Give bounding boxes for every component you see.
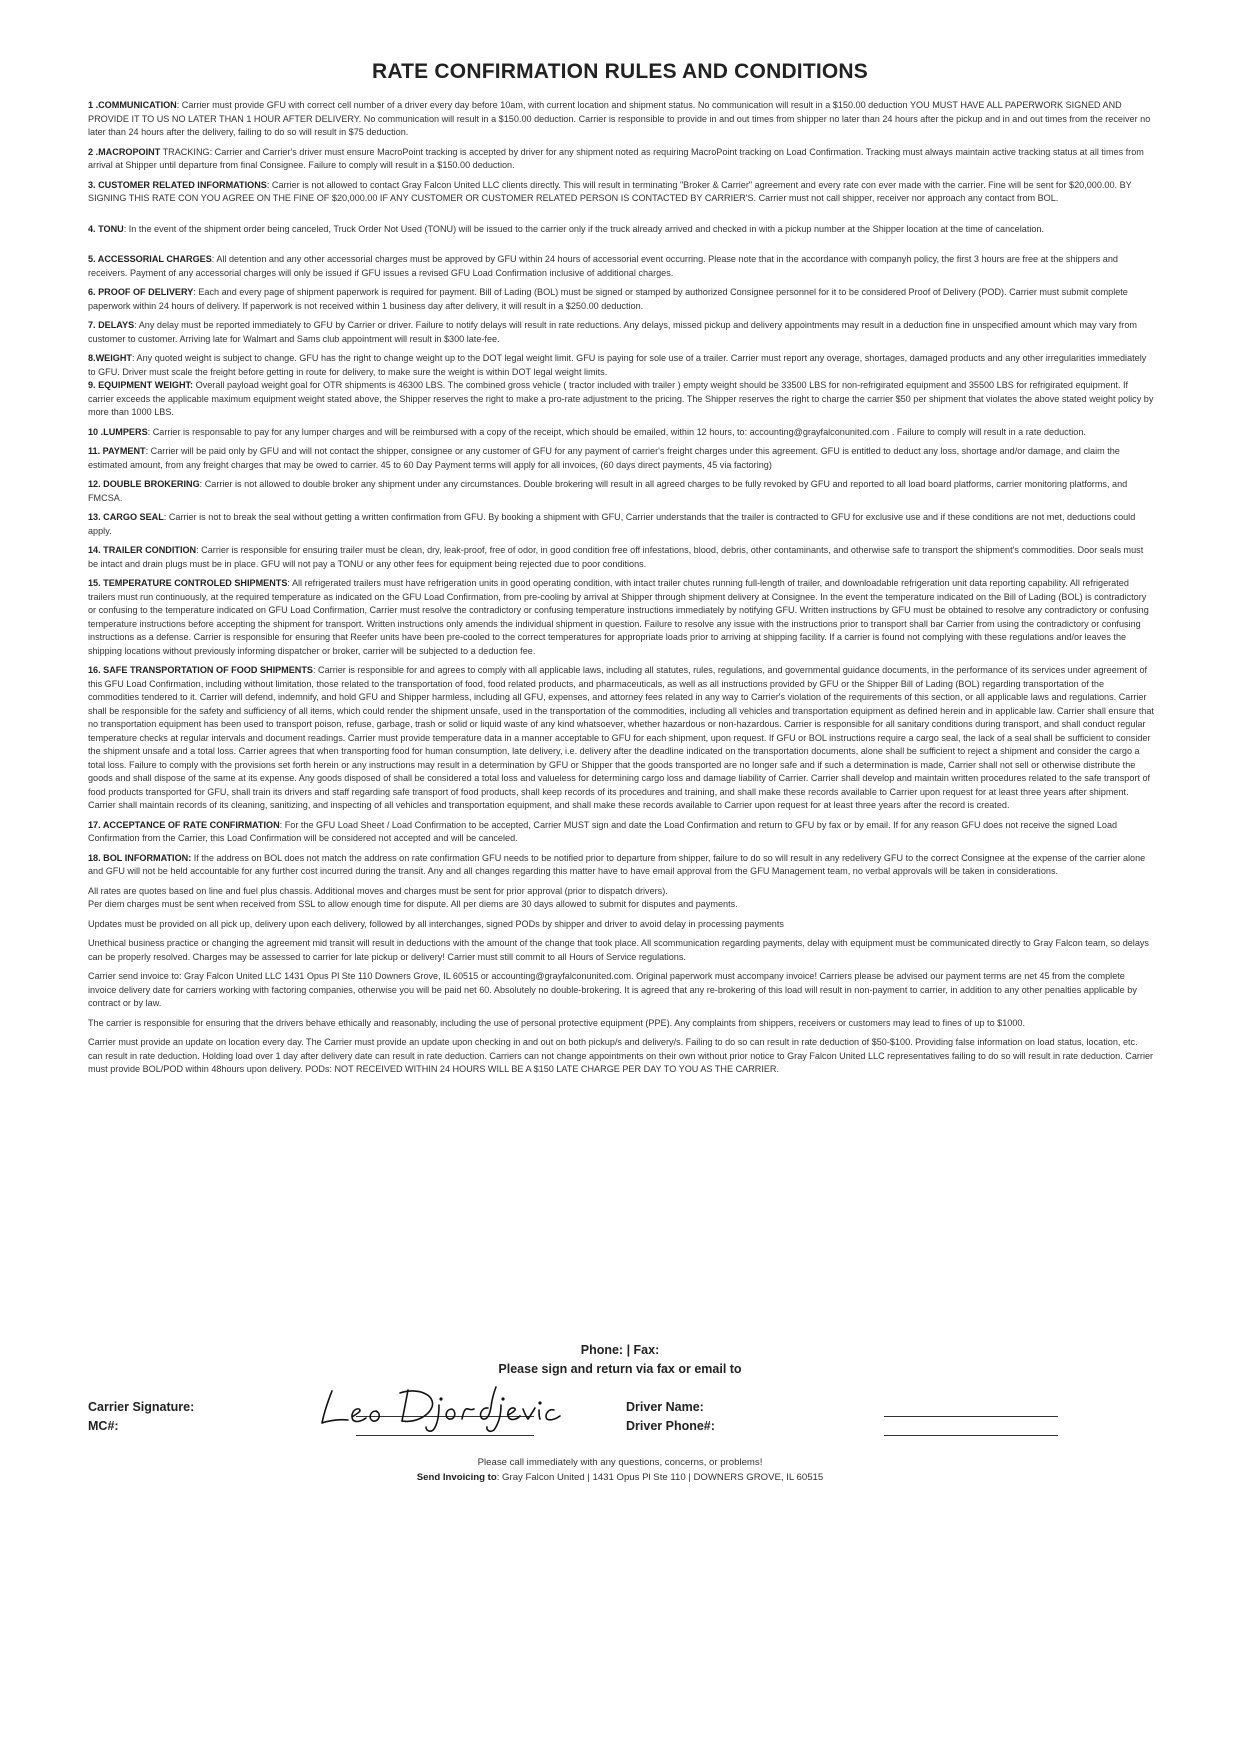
condition-label: 16. SAFE TRANSPORTATION OF FOOD SHIPMENTS xyxy=(88,665,313,675)
condition-label: 18. BOL INFORMATION: xyxy=(88,852,192,863)
page-title: RATE CONFIRMATION RULES AND CONDITIONS xyxy=(371,60,869,83)
condition-text: Overall payload weight goal for OTR shipments is 46300 LBS. The combined gross vehicle ( tractor included with trailer ) empty weight should be 33500 LBS for non-refrigirated equipment and 35500 LBS for refrigirated equipment. If carrier exceeds the applicable maximum equipment weight stated above, the Shipper reserves the right to make a pro-rate adjustment to the pricing. The Shipper reserves the right to charge the carrier $50 per shipment that violates the above stated weight policy by more than 1000 LBS. xyxy=(88,380,1154,417)
condition-label: 14. TRAILER CONDITION xyxy=(88,545,197,555)
invoice-address: : Gray Falcon United | 1431 Opus Pl Ste 110 | DOWNERS GROVE, IL 60515 xyxy=(496,1472,824,1483)
condition-label: 7. DELAYS xyxy=(88,320,135,330)
driver-name-line[interactable] xyxy=(884,1416,1058,1417)
condition-text: : Carrier is not allowed to double broker any shipment under any circumstances. Double brokering will result in all agreed charges to be fully revoked by GFU and reported to all load board platforms, carrier monitoring platforms, and FMCSA. xyxy=(88,479,1128,503)
condition-text: : In the event of the shipment order being canceled, Truck Order Not Used (TONU) will be issued to the carrier only if the truck already arrived and checked in with a pickup number at the Shipper location at the time of cancelation. xyxy=(123,223,1045,234)
condition-paragraph xyxy=(88,819,1154,846)
condition-paragraph xyxy=(88,970,1154,1011)
condition-text: The carrier is responsible for ensuring that the drivers behave ethically and reasonably, including the use of personal protective equipment (PPE). Any complaints from shippers, receivers or customers may lead to fines of up to $1000. xyxy=(88,1017,1025,1028)
condition-paragraph xyxy=(88,179,1154,206)
condition-paragraph xyxy=(88,885,1154,899)
footer-invoice-line xyxy=(0,1472,1240,1483)
condition-text: : Any delay must be reported immediately to GFU by Carrier or driver. Failure to notify delays will result in rate reductions. Any delays, missed pickup and delivery appointments may result in a deduction fine in unspecified amount which may vary from customer to customer. Arriving late for Walmart and Sams club appointment will result in $300 late-fee. xyxy=(88,320,1137,344)
condition-label: 12. DOUBLE BROKERING xyxy=(88,479,200,489)
condition-label: 15. TEMPERATURE CONTROLED SHIPMENTS xyxy=(88,578,288,588)
condition-text: Carrier send invoice to: Gray Falcon United LLC 1431 Opus Pl Ste 110 Downers Grove, IL 60515 or accounting@grayfalconunited.com. Original paperwork must accompany invoice! Carriers please be advised our payment terms are net 45 from the complete invoice delivery date for carriers working with factoring companies, otherwise you will be paid net 60. Absolutely no double-brokering. It is agreed that any re-brokering of this load will result in non-payment to carrier, in addition to any other penalties applicable by contract or by law. xyxy=(88,971,1137,1008)
condition-text: Per diem charges must be sent when received from SSL to allow enough time for dispute. All per diems are 30 days allowed to submit for disputes and payments. xyxy=(88,899,738,909)
invoice-label: Send Invoicing to xyxy=(416,1472,497,1483)
condition-text: : Carrier is not to break the seal without getting a written confirmation from GFU. By booking a shipment with GFU, Carrier understands that the trailer is contracted to GFU for exclusive use and if these conditions are not met, deductions could apply. xyxy=(88,512,1136,536)
condition-label: 1 .COMMUNICATION xyxy=(88,100,177,110)
condition-paragraph xyxy=(88,664,1154,813)
contact-line: Phone: | Fax: xyxy=(580,1343,660,1357)
condition-text: : Carrier is responsable to pay for any lumper charges and will be reimbursed with a copy of the receipt, which should be emailed, within 12 hours, to: accounting@grayfalconunited.com . Failure to comply will result in a rate deduction. xyxy=(147,426,1086,437)
carrier-signature xyxy=(318,1383,568,1433)
condition-paragraph xyxy=(88,223,1154,237)
condition-paragraph xyxy=(88,445,1154,472)
condition-label: 13. CARGO SEAL xyxy=(88,512,164,522)
condition-paragraph xyxy=(88,1036,1154,1077)
condition-label: 10 .LUMPERS xyxy=(88,426,148,437)
mc-label: MC#: xyxy=(88,1419,119,1433)
condition-label: 11. PAYMENT xyxy=(88,446,146,456)
condition-text: : Any quoted weight is subject to change. GFU has the right to change weight up to the DOT legal weight limit. GFU is paying for sole use of a trailer. Carrier must report any overage, shortages, damaged products and any other irregularities immediately to GFU. Driver must scale the freight before getting in route for delivery, to make sure the weight is within DOT legal weight limits. xyxy=(88,353,1147,377)
condition-text: Unethical business practice or changing the agreement mid transit will result in deductions with the amount of the change that took place. All scommunication regarding payments, delay with equipment must be communicated directly to Gray Falcon team, so delays can be properly resolved. Charges may be assessed to carrier for late pickup or delivery! Carrier must still commit to all Hours of Service regulations. xyxy=(88,938,1149,962)
condition-paragraph xyxy=(88,286,1154,313)
condition-text: All rates are quotes based on line and fuel plus chassis. Additional moves and charges must be sent for prior approval (prior to dispatch drivers). xyxy=(88,885,668,896)
condition-paragraph xyxy=(88,544,1154,571)
handwritten-signature-image xyxy=(318,1383,568,1433)
mc-number-line[interactable] xyxy=(356,1435,534,1436)
condition-paragraph xyxy=(88,426,1154,440)
condition-text: : Carrier is responsible for ensuring trailer must be clean, dry, leak-proof, free of odor, in good condition free off infestations, blood, debris, other contaminants, and otherwise safe to transport the shipment's commodities. Door seals must be intact and drain plugs must be in place. GFU will not pay a TONU or any other fees for equipment being rejected due to poor conditions. xyxy=(88,545,1144,569)
condition-text: Carrier must provide an update on location every day. The Carrier must provide an update upon checking in and out on both pickup/s and delivery/s. Failing to do so can result in rate deduction of $50-$100. Providing false information on load status, location, etc. can result in rate deduction. Holding load over 1 day after delivery date can result in rate deduction. Carriers can not change appointments on their own without prior notice to Gray Falcon United LLC representatives failing to do so will result in rate deduction. Carrier must provide BOL/POD within 48hours upon delivery. PODs: NOT RECEIVED WITHIN 24 HOURS WILL BE A $150 LATE CHARGE PER DAY TO YOU AS THE CARRIER. xyxy=(88,1037,1154,1074)
condition-label: 4. TONU xyxy=(88,223,124,234)
condition-label: 6. PROOF OF DELIVERY xyxy=(88,287,194,297)
footer-call-line: Please call immediately with any questions, concerns, or problems! xyxy=(477,1457,763,1468)
condition-text: TRACKING: Carrier and Carrier's driver must ensure MacroPoint tracking is accepted by driver for any shipment noted as requiring MacroPoint tracking on Load Confirmation. Tracking must always maintain active tracking status at all times from arrival at Shipper until departure from final Consignee. Failure to comply will result in a $150.00 deduction. xyxy=(88,146,1144,170)
condition-paragraph xyxy=(88,511,1154,538)
sign-return-line: Please sign and return via fax or email to xyxy=(498,1362,742,1376)
condition-text: : All detention and any other accessorial charges must be approved by GFU within 24 hours of accessorial event occurring. Please note that in the accordance with companyh policy, the first 3 hours are free at the shippers and receivers. Payment of any accessorial charges will only be issued if GFU issues a revised GFU Load Confirmation inclusive of additional charges. xyxy=(88,254,1118,278)
condition-text: : Each and every page of shipment paperwork is required for payment. Bill of Lading (BOL) must be signed or stamped by authorized Consignee personnel for it to be considered Proof of Delivery (POD). Carrier must submit complete paperwork within 24 hours of delivery. If paperwork is not received within 1 business day after delivery, it will result in a $250.00 deduction. xyxy=(88,287,1128,311)
condition-label: 17. ACCEPTANCE OF RATE CONFIRMATION xyxy=(88,819,280,830)
condition-text: : For the GFU Load Sheet / Load Confirmation to be accepted, Carrier MUST sign and date the Load Confirmation and return to GFU by fax or by email. If for any reason GFU does not receive the signed Load Confirmation from the Carrier, this Load Confirmation will be considered not accepted and will be canceled. xyxy=(88,819,1118,843)
condition-text: : Carrier will be paid only by GFU and will not contact the shipper, consignee or any customer of GFU for any payment of carrier's freight charges under this agreement. GFU is entitled to deduct any loss, shortage and/or damage, and claim the estimated amount, from any freight charges that may be owed to carrier. 45 to 60 Day Payment terms will apply for all invoices, (60 days direct payments, 45 via factoring) xyxy=(88,446,1120,470)
condition-paragraph xyxy=(88,852,1154,879)
condition-paragraph xyxy=(88,577,1154,658)
condition-text: : All refrigerated trailers must have refrigeration units in good operating condition, with intact trailer chutes running full-length of trailer, and downloadable refrigeration unit data reporting capability. All refrigerated trailers must run continuously, at the required temperature as indicated on the GFU Load Confirmation, from pre-cooling by arrival at Shipper through shipment delivery at Consignee. In the event the temperature indicated on the Bill of Lading (BOL) is contradictory or confusing to the temperature indicated on GFU Load Confirmation, Carrier must resolve the contradictory or confusing temperature instructions immediately by notifying GFU. Written instructions by GFU must be obtained to resolve any contradictory or confusing temperature instructions before accepting the shipment for transport. Written instructions only amends the individual shipment in question. Failure to resolve any issue with the instructions prior to transport shall bar Carrier from using the contradictory or confusing instructions as a defense. Carrier is responsible for ensuring that Reefer units have been pre-cooled to the correct temperatures for appropriate loads prior to arriving at shipping facility. If a carrier is found not complying with these regulations and/or leaves the shipping locations without previously informing dispatcher or broker, carrier will be subjected to a deduction fee. xyxy=(88,578,1149,656)
condition-label: 5. ACCESSORIAL CHARGES xyxy=(88,254,212,264)
condition-paragraph xyxy=(88,99,1154,140)
driver-phone-line[interactable] xyxy=(884,1435,1058,1436)
conditions-body xyxy=(88,99,1154,1077)
condition-paragraph xyxy=(88,253,1154,280)
driver-phone-label: Driver Phone#: xyxy=(626,1419,715,1433)
condition-paragraph xyxy=(88,379,1154,420)
condition-text: If the address on BOL does not match the address on rate confirmation GFU needs to be notified prior to departure from shipper, failure to do so will result in any redelivery GFU to the correct Consignee at the expense of the carrier alone and GFU will not be held accountable for any further cost incurred during the transit. Any and all changes regarding this matter have to have email approval from the GFU Management team, no verbal approvals will be taken in considerations. xyxy=(88,852,1146,876)
condition-paragraph xyxy=(88,898,1154,912)
condition-paragraph xyxy=(88,352,1154,379)
condition-paragraph xyxy=(88,478,1154,505)
condition-text: : Carrier is not allowed to contact Gray Falcon United LLC clients directly. This will result in terminating "Broker & Carrier" agreement and every rate con ever made with the carrier. Fine will be sent for $20,000.00. BY SIGNING THIS RATE CON YOU AGREE ON THE FINE OF $20,000.00 IF ANY CUSTOMER OR CUSTOMER RELATED PERSON IS CONTACTED BY CARRIER'S. Carrier must not call shipper, receiver nor approach any contact from BOL. xyxy=(88,179,1132,203)
condition-label: 9. EQUIPMENT WEIGHT: xyxy=(88,380,194,390)
condition-paragraph xyxy=(88,1017,1154,1031)
condition-text: : Carrier is responsible for and agrees to comply with all applicable laws, including all statutes, rules, regulations, and governmental guidance documents, in the performance of its services under agreement of this GFU Load Confirmation, including without limitation, those related to the transportation of food, food related products, and pharmaceuticals, as well as all instructions provided by GFU or the Shipper Bill of Lading (BOL) regarding transportation of the commodities tendered to it. Carrier will defend, indemnify, and hold GFU and Shipper harmless, including all GFU, expenses, and attorney fees related in any way to Carrier's violation of the requirements of this section, or all applicable laws and regulations. Carrier shall be responsible for the safety and sufficiency of all items, which could render the shipment unsafe, used in the transportation of the commodities, including all vehicles and transportation equipment as defined herein and in applicable law. Carrier shall ensure that no transportation equipment has been used to transport poison, refuse, garbage, trash or solid or liquid waste of any kind whatsoever, whether hazardous or non-hazardous. Carrier is responsible for all sanitary conditions during transport, and shall conduct regular temperature checks at regular intervals and document readings. Carrier must provide temperature data in a manner acceptable to GFU for each shipment, upon request. If GFU or BOL instructions require a cargo seal, the lack of a seal shall be sufficient to consider the shipment unsafe and a total loss. Carrier agrees that when transporting food for human consumption, late delivery, i.e. delivery after the deadline indicated on the transportation documents, alone shall be sufficient to reject a shipment and consider the cargo a total loss. Failure to comply with the provisions set forth herein or any instructions may result in a determination by GFU or Shipper that the goods transported are no longer safe and if such a determination is made, Carrier shall not sell or otherwise distribute the goods and shall dispose of the same at its expense. Any goods disposed of shall be considered a total loss and valueless for determining cargo loss and damage liability of Carrier. Carrier shall develop and maintain written procedures related to the safe transport of food products transported for GFU, shall train its drivers and staff regarding safe transport of food products, shall keep records of its procedures and training, and shall make these records available to Carrier upon request for at least three years after shipment. Carrier shall maintain records of its cleaning, sanitizing, and inspecting of all vehicles and transportation equipment, and shall make these records available to Carrier upon request for at least three years after the record is created. xyxy=(88,665,1154,810)
condition-paragraph xyxy=(88,319,1154,346)
condition-text: : Carrier must provide GFU with correct cell number of a driver every day before 10am, with current location and shipment status. No communication will result in a $150.00 deduction YOU MUST HAVE ALL PAPERWORK SIGNED AND PROVIDE IT TO US NO LATER THAN 1 HOUR AFTER DELIVERY. No communication will result in a $150.00 deduction. Carrier is responsible to provide in and out times from shipper no later than 24 hours after the pickup and in and out times from the receiver no later than 24 hours after the delivery, failing to do so will result in $75 deduction. xyxy=(88,100,1151,137)
condition-text: Updates must be provided on all pick up, delivery upon each delivery, followed by all interchanges, signed PODs by shipper and driver to avoid delay in processing payments xyxy=(88,918,784,929)
condition-paragraph xyxy=(88,918,1154,932)
condition-paragraph xyxy=(88,937,1154,964)
condition-label: 3. CUSTOMER RELATED INFORMATIONS xyxy=(88,179,267,190)
condition-label: 8.WEIGHT xyxy=(88,353,132,363)
driver-name-label: Driver Name: xyxy=(626,1400,704,1414)
condition-label: 2 .MACROPOINT xyxy=(88,146,161,157)
carrier-signature-label: Carrier Signature: xyxy=(88,1400,195,1414)
condition-paragraph xyxy=(88,146,1154,173)
